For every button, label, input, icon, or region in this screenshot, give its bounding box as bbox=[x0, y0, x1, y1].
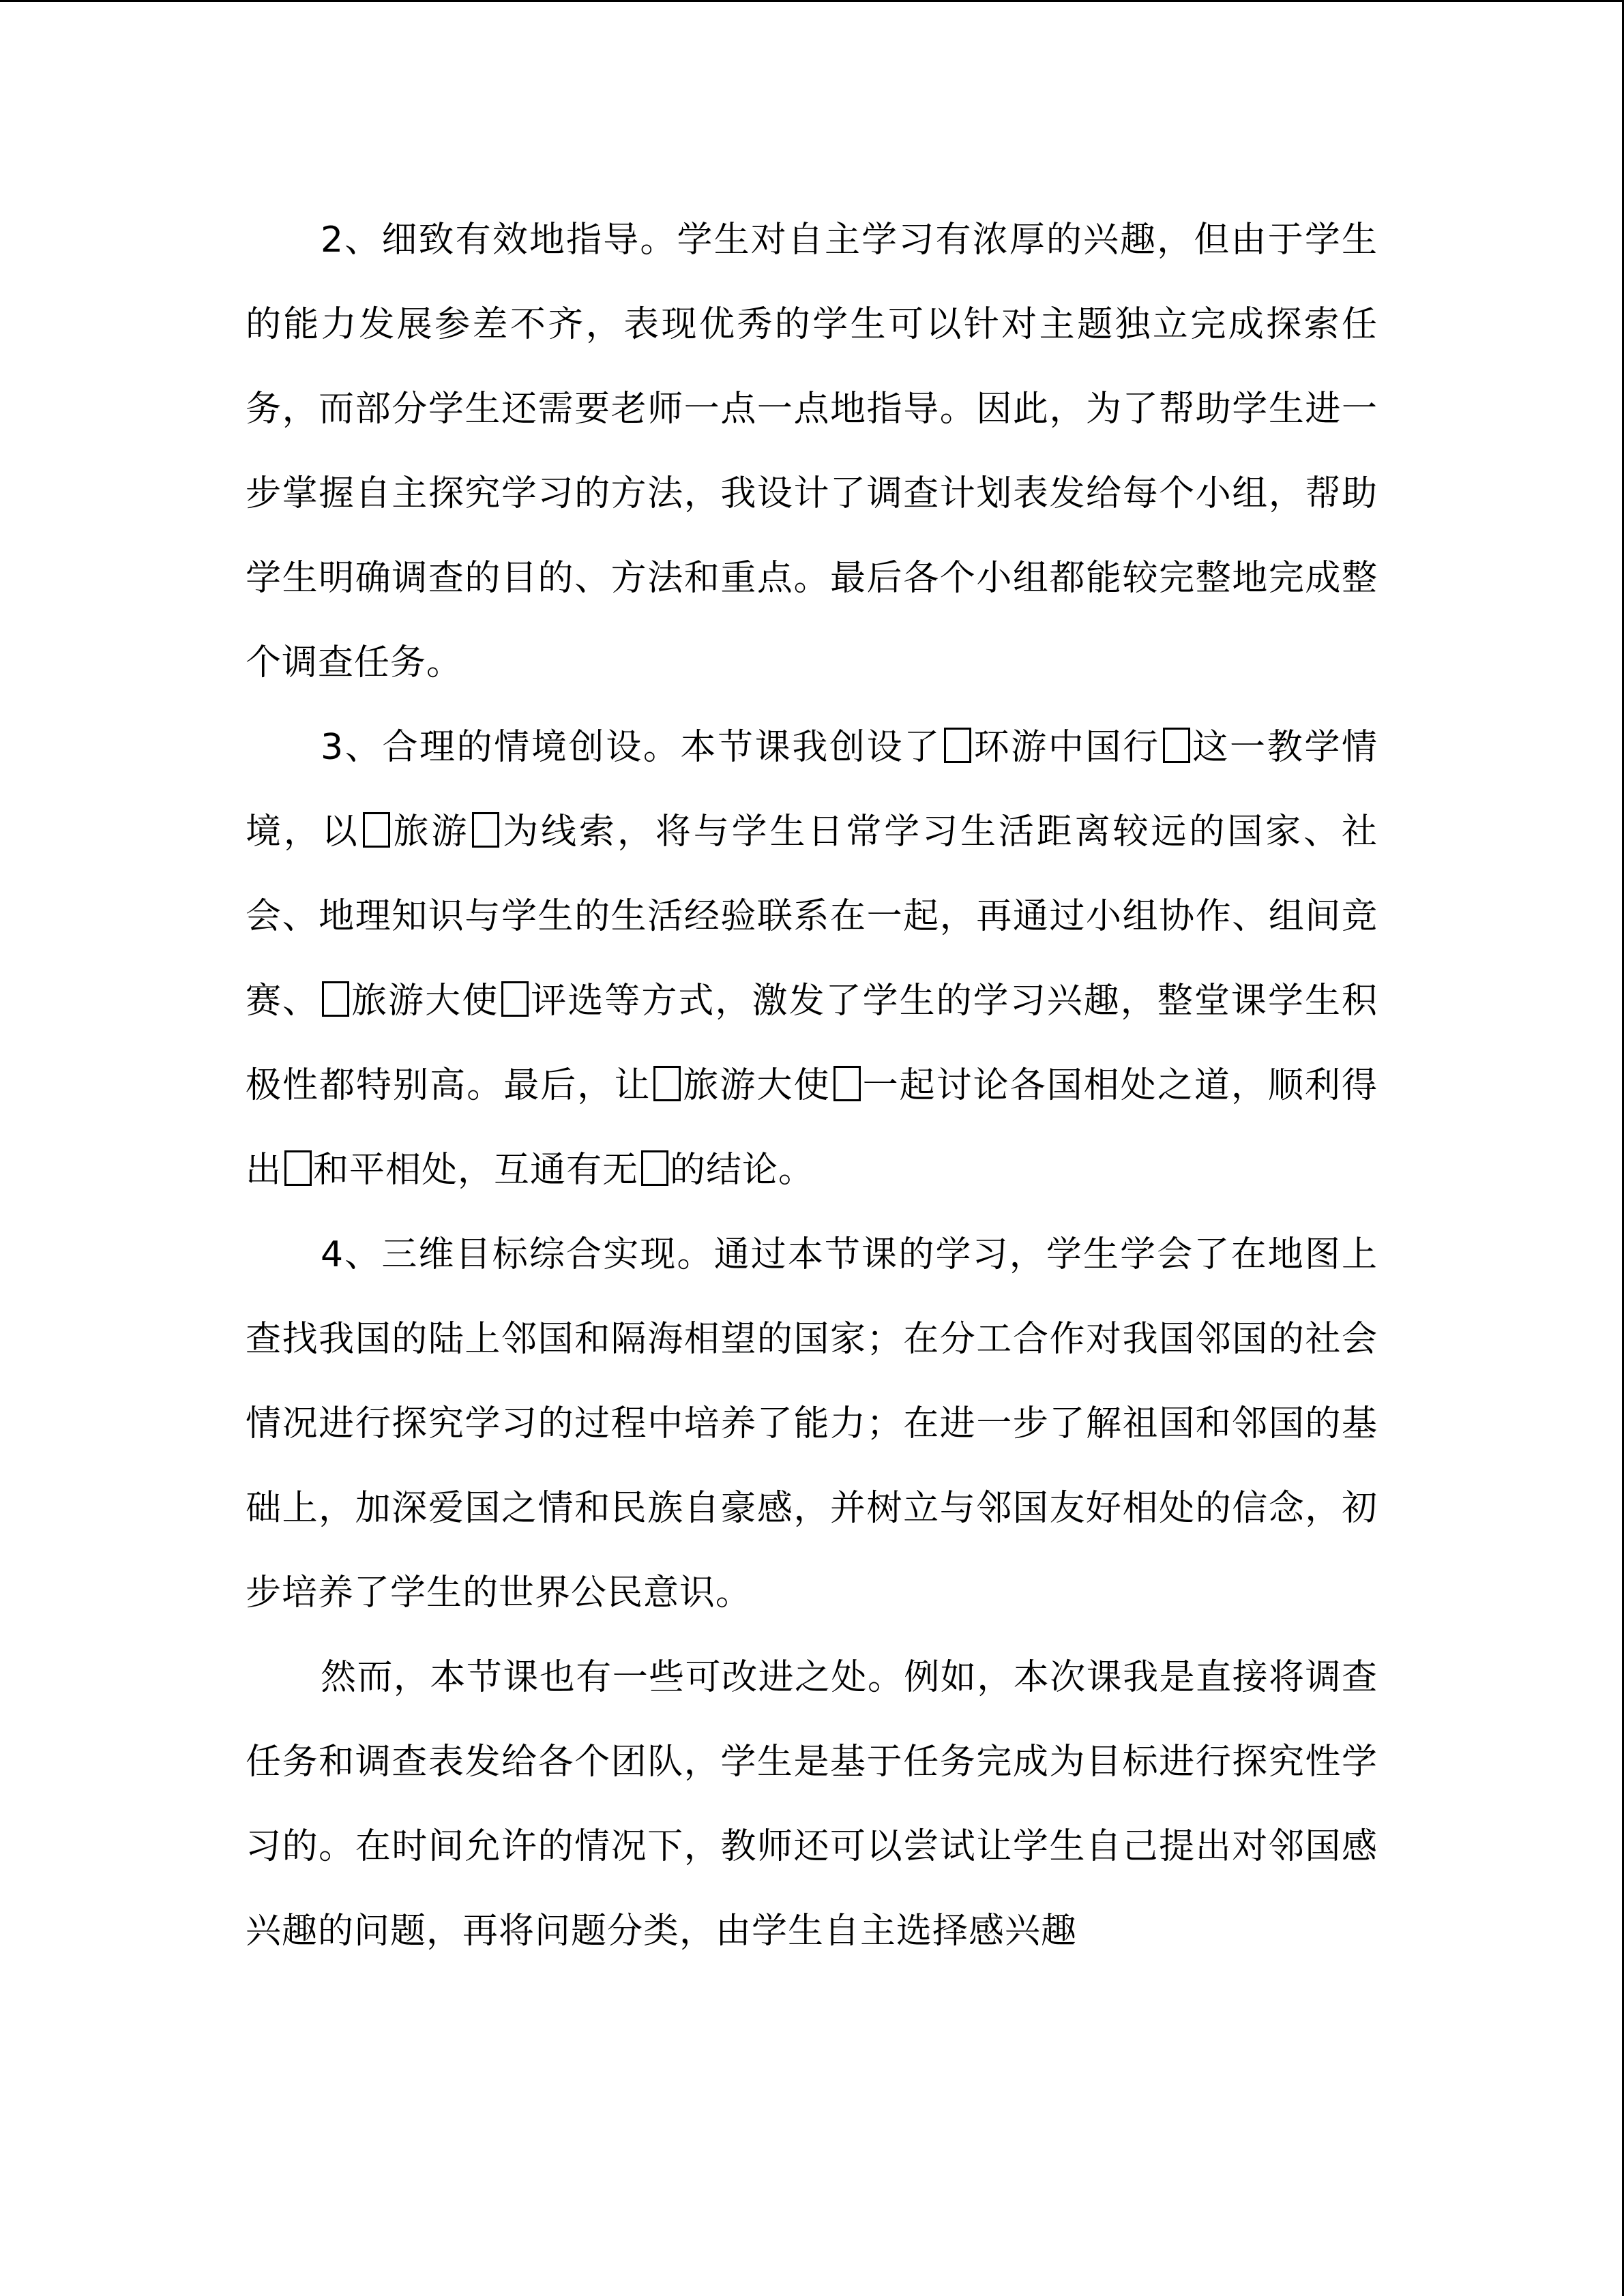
text-segment: 这一教学情境，以 bbox=[246, 727, 1378, 852]
missing-glyph-box bbox=[284, 1150, 312, 1186]
missing-glyph-box bbox=[1163, 728, 1190, 763]
paragraph-improvements bbox=[246, 1635, 1378, 1973]
quoted-text: 环游中国行 bbox=[972, 727, 1160, 768]
paragraph-situation-design bbox=[246, 705, 1378, 1212]
paragraph-text: 然而，本节课也有一些可改进之处。例如，本次课我是直接将调查任务和调查表发给各个团队，学生是基于任务完成为目标进行探究性学习的。在时间允许的情况下，教师还可以尝试让学生自己提出对邻国感兴趣的问题，再将问题分类，由学生自主选择感兴趣 bbox=[246, 1657, 1378, 1952]
document-body bbox=[246, 198, 1378, 1973]
missing-glyph-box bbox=[653, 1066, 681, 1101]
missing-glyph-box bbox=[363, 812, 390, 848]
text-segment: 为线索，将与学生日常学习生活距离较远的国家、社会、地理知识与学生的生活经验联系在一起，再通过小组协作、组间竞赛、 bbox=[246, 811, 1378, 1022]
paragraph-guidance bbox=[246, 198, 1378, 705]
quoted-text: 旅游大使 bbox=[351, 981, 499, 1022]
paragraph-text: 4、三维目标综合实现。通过本节课的学习，学生学会了在地图上查找我国的陆上邻国和隔海相望的国家；在分工合作对我国邻国的社会情况进行探究学习的过程中培养了能力；在进一步了解祖国和邻国的基础上，加深爱国之情和民族自豪感，并树立与邻国友好相处的信念，初步培养了学生的世界公民意识。 bbox=[246, 1234, 1378, 1613]
missing-glyph-box bbox=[641, 1150, 668, 1186]
page-border-top bbox=[0, 0, 1624, 2]
quoted-text: 和平相处，互通有无 bbox=[313, 1150, 639, 1191]
quoted-text: 旅游大使 bbox=[682, 1065, 831, 1106]
missing-glyph-box bbox=[944, 728, 971, 763]
missing-glyph-box bbox=[472, 812, 499, 848]
missing-glyph-box bbox=[322, 981, 349, 1017]
missing-glyph-box bbox=[501, 981, 529, 1017]
text-segment: 3、合理的情境创设。本节课我创设了 bbox=[321, 727, 941, 768]
text-segment: 一起讨论各国相处之道，顺利得出 bbox=[246, 1065, 1378, 1191]
missing-glyph-box bbox=[833, 1066, 861, 1101]
paragraph-three-dimensional-goals bbox=[246, 1212, 1378, 1635]
quoted-text: 旅游 bbox=[391, 811, 470, 852]
text-segment: 的结论。 bbox=[670, 1150, 815, 1191]
paragraph-text: 2、细致有效地指导。学生对自主学习有浓厚的兴趣，但由于学生的能力发展参差不齐，表现优秀的学生可以针对主题独立完成探索任务，而部分学生还需要老师一点一点地指导。因此，为了帮助学生进一步掌握自主探究学习的方法，我设计了调查计划表发给每个小组，帮助学生明确调查的目的、方法和重点。最后各个小组都能较完整地完成整个调查任务。 bbox=[246, 220, 1378, 683]
text-segment: 评选等方式，激发了学生的学习兴趣，整堂课学生积极性都特别高。最后，让 bbox=[246, 981, 1378, 1106]
